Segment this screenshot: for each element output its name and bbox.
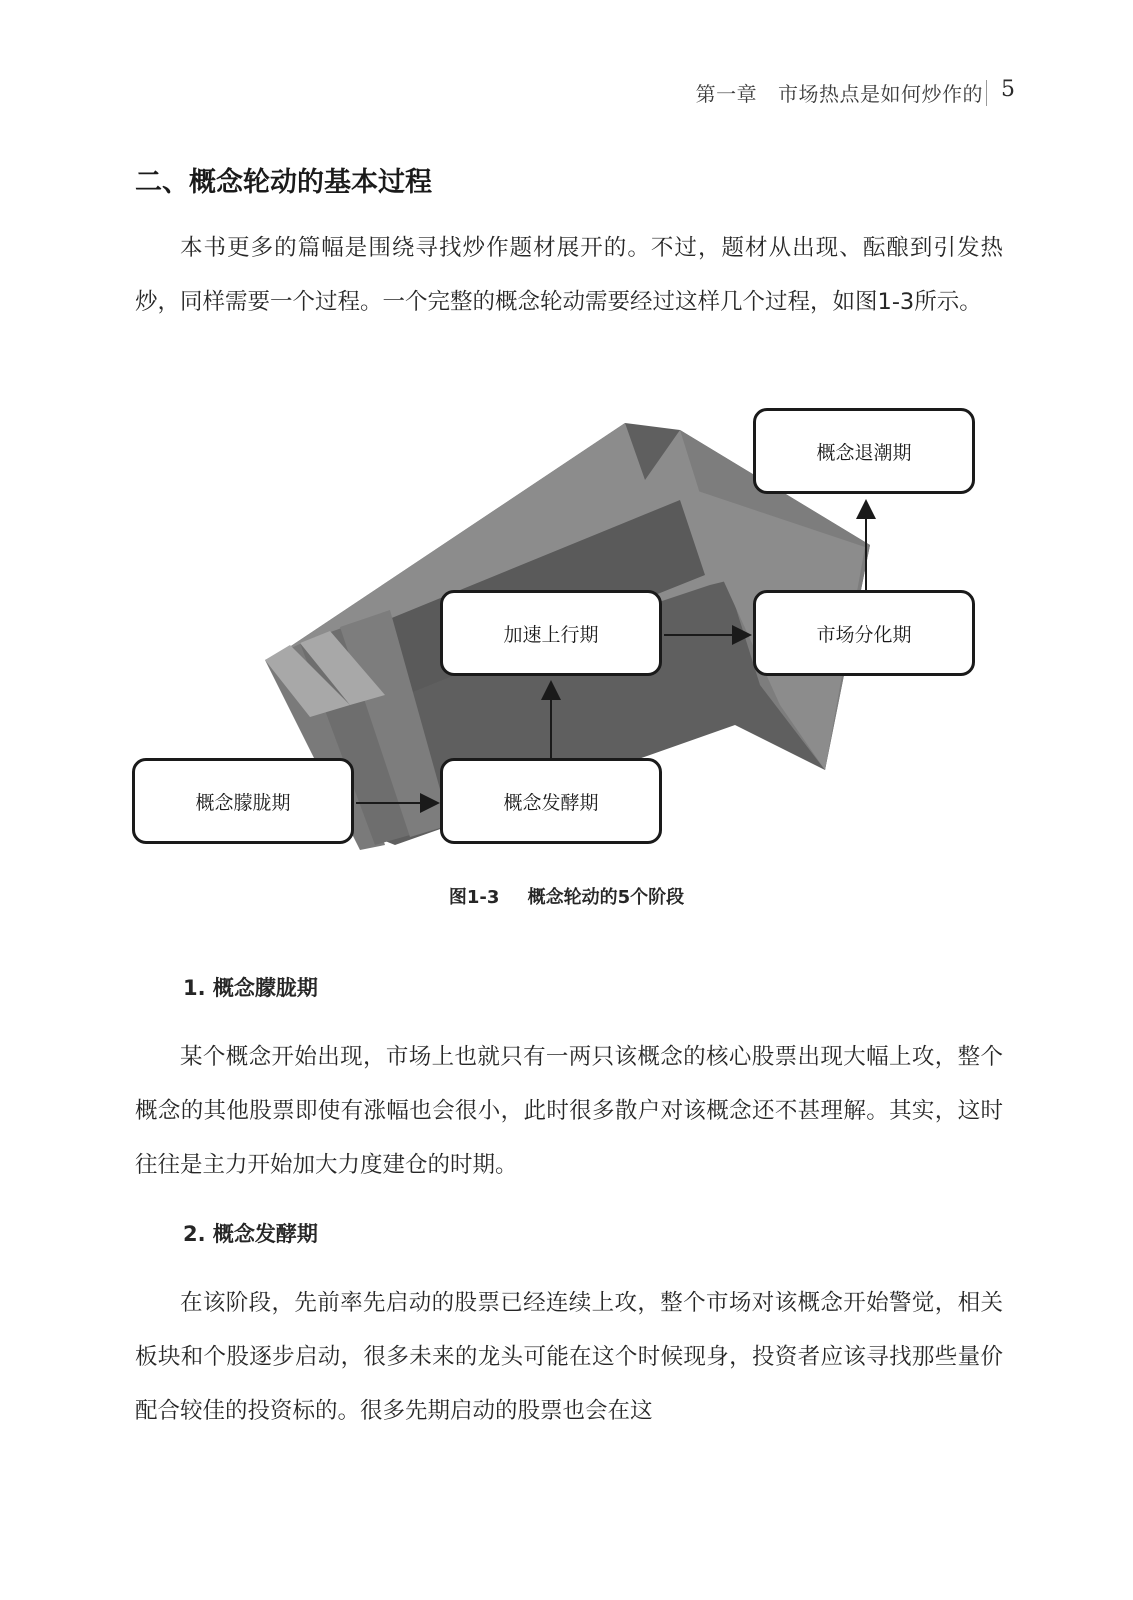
chapter-title: 市场热点是如何炒作的 bbox=[778, 82, 983, 106]
intro-paragraph: 本书更多的篇幅是围绕寻找炒作题材展开的。不过，题材从出现、酝酿到引发热炒，同样需要一个过程。一个完整的概念轮动需要经过这样几个过程，如图1-3所示。 bbox=[135, 235, 1003, 315]
chapter-label: 第一章 bbox=[695, 82, 758, 106]
header-divider bbox=[986, 80, 987, 106]
stage-box-4 bbox=[753, 590, 975, 676]
stage-label-5: 概念退潮期 bbox=[816, 441, 912, 464]
stage-box-2 bbox=[440, 758, 662, 844]
stage-label-3: 加速上行期 bbox=[503, 623, 599, 646]
figure-number: 图1-3 bbox=[448, 887, 500, 908]
stage2-paragraph: 在该阶段，先前率先启动的股票已经连续上攻，整个市场对该概念开始警觉，相关板块和个股逐步启动，很多未来的龙头可能在这个时候现身，投资者应该寻找那些量价配合较佳的投资标的。很多先期启动的股票也会在这 bbox=[135, 1290, 1003, 1424]
running-header bbox=[696, 78, 983, 107]
stage-label-2: 概念发酵期 bbox=[503, 791, 599, 814]
stage-label-1: 概念朦胧期 bbox=[195, 791, 291, 814]
concept-rotation-figure bbox=[120, 405, 1020, 875]
stage1-paragraph: 某个概念开始出现，市场上也就只有一两只该概念的核心股票出现大幅上攻，整个概念的其他股票即使有涨幅也会很小，此时很多散户对该概念还不甚理解。其实，这时往往是主力开始加大力度建仓的时期。 bbox=[135, 1044, 1003, 1178]
page-number: 5 bbox=[1001, 77, 1015, 102]
figure-caption bbox=[0, 883, 1133, 909]
stage-label-4: 市场分化期 bbox=[816, 623, 912, 646]
stage-box-5 bbox=[753, 408, 975, 494]
stage-box-1 bbox=[132, 758, 354, 844]
figure-caption-text: 概念轮动的5个阶段 bbox=[527, 887, 685, 908]
stage-box-3 bbox=[440, 590, 662, 676]
stage2-heading: 2. 概念发酵期 bbox=[183, 1222, 318, 1246]
section-title: 二、概念轮动的基本过程 bbox=[135, 167, 432, 198]
stage1-heading: 1. 概念朦胧期 bbox=[183, 976, 318, 1000]
